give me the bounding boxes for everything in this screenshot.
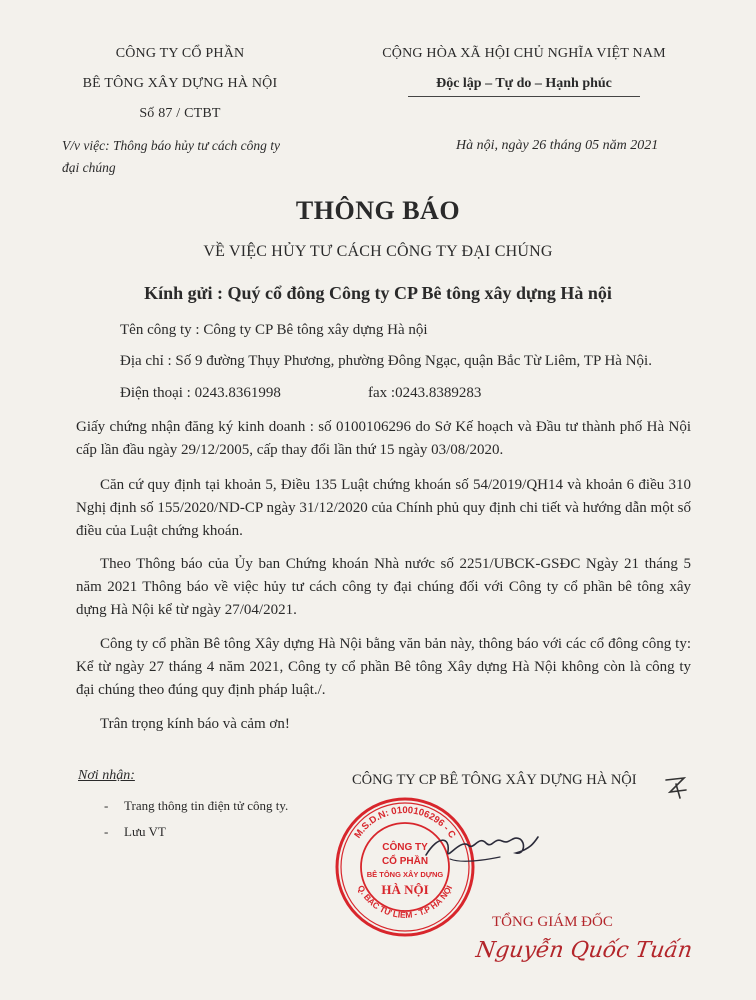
nation-name: CỘNG HÒA XÃ HỘI CHỦ NGHĨA VIỆT NAM <box>382 46 666 61</box>
document-title: THÔNG BÁO <box>295 196 461 225</box>
recipient-item-2: Lưu VT <box>124 824 166 839</box>
company-fax: fax :0243.8389283 <box>368 385 482 401</box>
document-date: Hà nội, ngày 26 tháng 05 năm 2021 <box>456 138 659 153</box>
company-name-line2: BÊ TÔNG XÂY DỰNG HÀ NỘI <box>82 76 278 91</box>
document-number: Số 87 / CTBT <box>139 106 221 121</box>
document-subtitle: VỀ VIỆC HỦY TƯ CÁCH CÔNG TY ĐẠI CHÚNG <box>203 243 553 260</box>
seal-line1: CÔNG TY <box>382 842 428 853</box>
signer-name: Nguyễn Quốc Tuấn <box>474 938 694 963</box>
seal-line2: CỔ PHẦN <box>381 856 429 867</box>
motto-underline <box>408 96 640 97</box>
company-phone: Điện thoại : 0243.8361998 <box>120 385 281 401</box>
seal-bottom-text: Q. BẮC TỪ LIÊM - T.P HÀ NỘI <box>355 883 455 920</box>
recipient-item-1: Trang thông tin điện tử công ty. <box>124 798 289 813</box>
paragraph-ssc-notice: Theo Thông báo của Ủy ban Chứng khoán Nhà nước số 2251/UBCK-GSĐC Ngày 21 tháng 5 năm 2021 Thông báo về việc hủy tư cách công ty đại chúng đối với Công ty cổ phần bê tông xây dựng Hà Nội kể từ ngày 27/04/2021. <box>76 556 691 618</box>
signing-company: CÔNG TY CP BÊ TÔNG XÂY DỰNG HÀ NỘI <box>352 772 637 788</box>
recipient-dash-2: - <box>104 824 109 839</box>
subject-line2: đại chúng <box>62 160 116 175</box>
paragraph-legal-basis: Căn cứ quy định tại khoản 5, Điều 135 Luật chứng khoán số 54/2019/QH14 và khoản 6 điều 310 Nghị định số 155/2020/ND-CP ngày 31/12/2020 của Chính phủ quy định chi tiết và hướng dẫn một số điều của Luật chứng khoán. <box>76 477 691 539</box>
recipients-label: Nơi nhận: <box>78 768 135 783</box>
paragraph-business-registration: Giấy chứng nhận đăng ký kinh doanh : số 0100106296 do Sở Kế hoạch và Đầu tư thành phố Hà Nội cấp lần đầu ngày 29/12/2005, cấp thay đổi lần thứ 15 ngày 03/08/2020. <box>76 419 691 458</box>
company-name-info: Tên công ty : Công ty CP Bê tông xây dựng Hà nội <box>120 322 428 338</box>
seal-line3: BÊ TÔNG XÂY DỰNG <box>366 870 444 879</box>
addressee: Kính gửi : Quý cổ đông Công ty CP Bê tông xây dựng Hà nội <box>144 283 612 303</box>
motto: Độc lập – Tự do – Hạnh phúc <box>436 76 612 91</box>
signer-position: TỔNG GIÁM ĐỐC <box>492 914 613 930</box>
seal-ring-text: M.S.D.N: 0100106296 - C <box>352 804 458 841</box>
company-address: Địa chỉ : Số 9 đường Thụy Phương, phường Đông Ngạc, quận Bắc Từ Liêm, TP Hà Nội. <box>120 353 652 369</box>
company-name-line1: CÔNG TY CỔ PHẦN <box>115 46 245 61</box>
closing-line: Trân trọng kính báo và cảm ơn! <box>100 716 290 732</box>
handwritten-signature <box>420 815 540 875</box>
initial-mark <box>662 774 692 800</box>
subject-line1: V/v việc: Thông báo hủy tư cách công ty <box>62 138 281 153</box>
seal-line4: HÀ NỘI <box>381 882 429 897</box>
recipient-dash-1: - <box>104 798 109 813</box>
paragraph-announcement: Công ty cổ phần Bê tông Xây dựng Hà Nội bằng văn bản này, thông báo với các cổ đông công ty: Kể từ ngày 27 tháng 4 năm 2021, Công ty cổ phần Bê tông Xây dựng Hà Nội không còn là công ty đại chúng theo đúng quy định pháp luật./. <box>76 636 691 698</box>
